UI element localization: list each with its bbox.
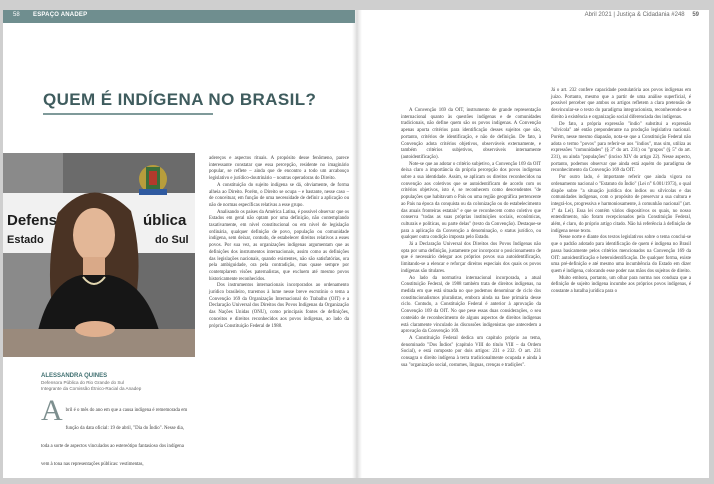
magazine-spread xyxy=(3,10,709,478)
right-page-column-1 xyxy=(401,108,541,369)
svg-text:do Sul: do Sul xyxy=(155,234,189,246)
left-page-number: 58 xyxy=(13,12,20,18)
right-page xyxy=(359,10,709,478)
issue-info: Abril 2021 | Justiça & Cidadania #248 xyxy=(584,12,685,18)
drop-cap: A xyxy=(41,394,63,427)
title-underline xyxy=(43,113,213,115)
paragraph: Note-se que ao adotar o critério subjetivo, a Convenção 169 da OIT deixa claro a importância da própria percepção dos povos indígenas sobre a sua identidade. Assim, se aplicam os direitos reconhecidos na convenção aos coletivos que se autoidentificam de acordo com os critérios objetivos, isto é, se reconhecem como descendentes "de populações que habitavam o País ou uma região geográfica pertencente ao País na época da conquista ou da colonização ou do estabelecimento das atuais fronteiras estatais" e que se reconhecem como coletivo que conserva "todas as suas próprias instituições sociais, econômicas, culturais e políticas, ou parte delas" (texto da Convenção). Destaque-se para a aplicação da Convenção a denominação, o status jurídico, ou qualquer outra condição imposta pelo Estado. xyxy=(401,161,541,241)
caption-line: Integrante da Comissão Étnico-Racial da Anadep xyxy=(41,386,142,391)
paragraph: A Convenção 169 da OIT, instrumento de grande representação internacional quanto às questões indígenas e de comunidades tradicionais, não define quem são os povos indígenas. A Convenção apenas aporta critérios para identificação desses sujeitos que são, portanto, critérios de identificação, e não de definição. De fato, à Convenção adota critérios objetivos, observáveis externamente, e também critérios subjetivos, observáveis internamente (autoidentificação). xyxy=(401,108,541,160)
photo-caption xyxy=(41,373,201,392)
left-page xyxy=(3,10,355,478)
paragraph: Dos instrumentos internacionais incorporados ao ordenamento jurídico brasileiro, traremos à lume nesse breve escrutínio o tema a Convenção 169 da Organização Internacional do Trabalho (OIT) e a Declaração Universal dos Direitos dos Povos Indígenas da Organização das Nações Unidas (ONU), como principais fontes de definições, conceitos e direitos reconhecidos aos povos indígenas, ao lado da própria Constituição Federal de 1988. xyxy=(209,283,349,329)
paragraph: Por outro lado, é importante referir que ainda vigora no ordenamento nacional o "Estatuto do Índio" (Lei n° 6.001/1973), o qual dispõe sobre "a situação jurídica dos índios ou silvícolas e das comunidades indígenas, com o propósito de preservar a sua cultura e integrá-los, progressiva e harmoniosamente, à comunhão nacional" (art. 1° da Lei). Essa lei contém vários dispositivos os quais, no nosso entendimento, não foram recepcionados pela Constituição Federal, além, é claro, do próprio artigo citado. Não há referência à definição de indígena nesse texto. xyxy=(551,175,691,234)
caption-name: ALESSANDRA QUINES xyxy=(41,373,108,379)
paragraph: A Constituição Federal dedica um capítulo próprio ao tema, denominado "Dos Índios" (capítulo VIII do título VIII – da Ordem Social), e está composto por dois artigos: 231 e 232. O art. 231 consagra o direito indígena à terra tradicionalmente ocupada e ainda à sua "organização social, costumes, línguas, crenças e tradições". xyxy=(401,335,541,368)
opening-text: bril é o mês do ano em que a causa indígena é rememorada em função da data oficial: 19 de abril, "Dia do Índio". Nesse dia, toda a sorte de aspectos vinculados ao estereótipo fantasioso dos indígena vem à tona nas representações públicas: vestimentas, xyxy=(41,408,188,467)
paragraph: Muito embora, portanto, um olhar para norma nos conduza que a definição de sujeito indígena incumbe aos próprios povos indígenas, é constante a batalha jurídica para o xyxy=(551,275,691,295)
paragraph: Já o art. 232 confere capacidade postulatória aos povos indígenas em juízo. Portanto, mesmo que a partir de uma análise superficial, é possível perceber que ambos os artigos refletem a clara pretensão de desvincular-se o texto do paradigma integracionista, reconhecendo-se o direito à existência e organização social diferenciada dos indígenas. xyxy=(551,88,691,120)
paragraph: Nesse norte e diante dos textos legislativos sobre o tema conclui-se que o padrão adotado para identificação de quem é indígena no Brasil passa basicamente pelos critérios mencionados na Convenção 169 da OIT: autoidentificação e heteroidentificação. De qualquer forma, existe uma pré-definição e até mesmo uma incumbência do Estado em dizer quem é indígena, colocando esse poder nas mãos dos sujeitos de direito. xyxy=(551,235,691,274)
svg-text:ública: ública xyxy=(143,212,187,229)
paragraph: Já a Declaração Universal dos Direitos dos Povos Indígenas não opta por uma definição, justamente por incorporar o posicionamento de que é necessário delegar aos próprios povos sua autoidentificação, limitando-se a elencar e reforçar direitos especiais dos quais os povos indígenas são titulares. xyxy=(401,242,541,274)
caption-line: Defensora Pública do Rio Grande do Sul xyxy=(41,380,124,385)
svg-text:Defens: Defens xyxy=(7,212,58,229)
photo-credit-text: Foto: Divulgação Anadep xyxy=(205,162,211,218)
paragraph: adereços e aspectos rituais. A propósito desse fenômeno, parece interessante constatar que essa percepção, residente no imaginário popular, se reflete – ainda que de encontro a todo um arcabouço legislativo e jurídico-doutrinário – noutras operadoras do Direito. xyxy=(209,156,349,182)
author-photo xyxy=(3,153,195,357)
right-page-column-2 xyxy=(551,88,691,296)
section-header-bar xyxy=(3,10,355,23)
paragraph: A constituição do sujeito indígena se dá, obviamente, de forma alheia ao Direito. Porém, o Direito se ocupa – e bastante, nesse caso – de conceituar, em função de uma necessidade de definir a aplicação ou não de normas específicas relativas a esse grupo. xyxy=(209,182,349,208)
article-title: QUEM É INDÍGENA NO BRASIL? xyxy=(43,90,317,109)
section-name: ESPAÇO ANADEP xyxy=(33,12,88,18)
paragraph: De fato, a própria expressão "índio" substitui a expressão "silvícola" até então preponderante na produção legislativa nacional. Porém, nesse mesmo diapasão, nota-se que a Constituição Federal não adota o termo "povos" para referir-se aos "índios", mas sim, utiliza as expressões "comunidades" (§ 3° do art. 231) ou "grupos" (§ 5° do art. 231), ou ainda "populações" (inciso XIV do artigo 22). Nesse aspecto, portanto, podemos observar que ainda está aquém do paradigma de reconhecimento da Convenção 169 da OIT. xyxy=(551,121,691,174)
opening-paragraph xyxy=(41,394,190,470)
right-page-number: 59 xyxy=(692,12,699,18)
left-page-column-2 xyxy=(209,156,349,330)
svg-text:Estado: Estado xyxy=(7,234,44,246)
paragraph: Ao lado da normativa internacional incorporada, a atual Constituição Federal, de 1988 também trata de direitos indígenas, na medida em que está situada no que podemos denominar de ciclo dos constitucionalismos pluralistas, embora ainda na fase primária desse ciclo. Contudo, a Constituição Federal é anterior à aprovação da Convenção 169 da OIT. No que pese essas duas considerações, o seu conteúdo de reconhecimento de alguns aspectos de direitos indígenas está claramente vinculado às discussões indigenistas que antecedem a aprovação da Convenção 169. xyxy=(401,275,541,335)
right-page-header xyxy=(585,12,699,18)
paragraph: Analisando os países da América Latina, é possível observar que os Estados em geral não optam por uma definição, não contemplando taxativamente, em nível constitucional ou em nível de legislação ordinária, qualquer definição de povo, população ou comunidade indígena, sem deixar, contudo, de estabelecer direitos relativos a esses povos. Por sua vez, as organizações indígenas argumentam que as definições dos instrumentos internacionais, assim como as definições das legislações nacionais, quando existentes, não são satisfatórias, ora pela ambiguidade, ora pela contradição, mas quase sempre por contemplarem visões paternalistas, que excluem até mesmo povos historicamente reconhecidos. xyxy=(209,209,349,282)
coat-of-arms-icon xyxy=(139,165,167,195)
